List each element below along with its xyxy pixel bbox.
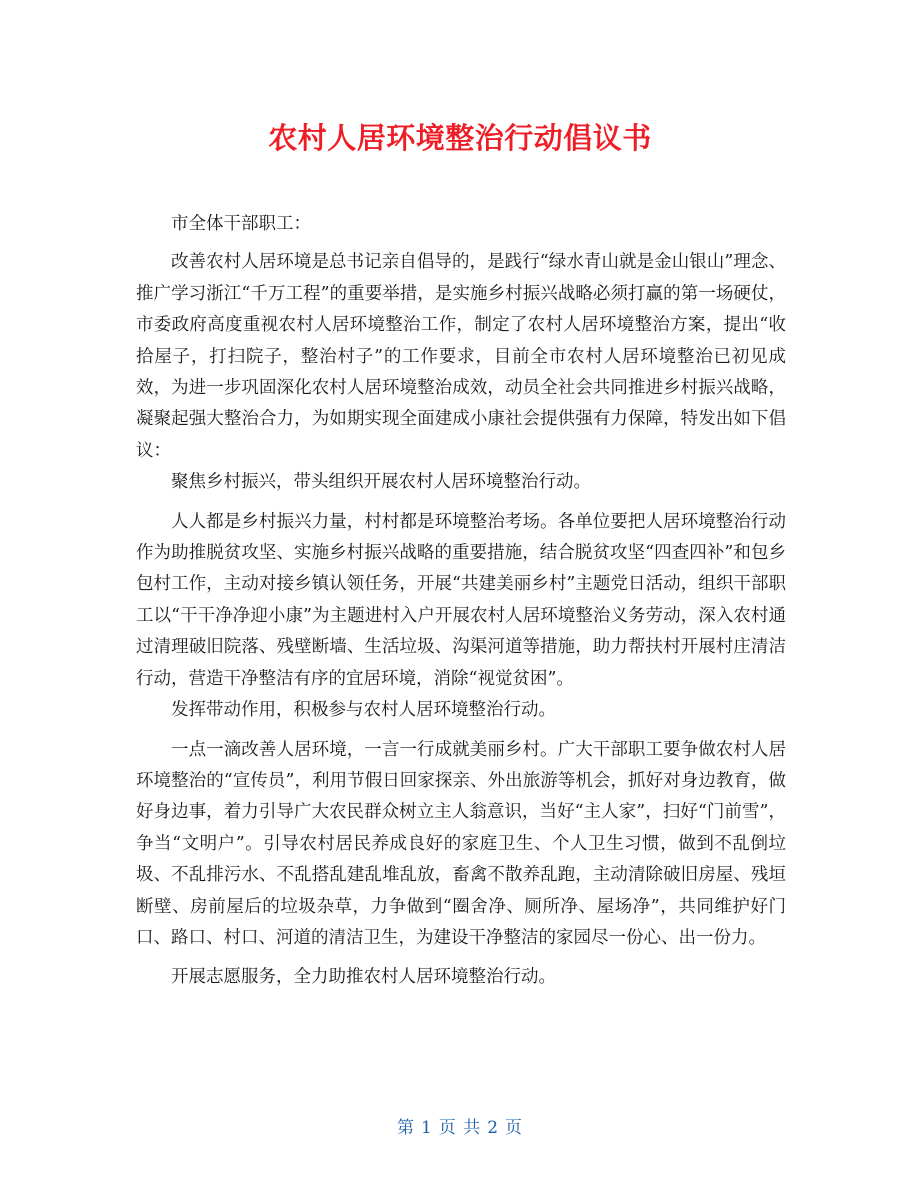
heading-three: 开展志愿服务，全力助推农村人居环境整治行动。 [171, 967, 556, 988]
heading-two: 发挥带动作用，积极参与农村人居环境整治行动。 [171, 700, 556, 721]
paragraph-two: 一点一滴改善人居环境，一言一行成就美丽乡村。广大干部职工要争做农村人居环境整治的“宣传员”，利用节假日回家探亲、外出旅游等机会，抓好对身边教育，做好身边事，着力引导广大农民群众树立主人翁意识，当好“主人家”，扫好“门前雪”，争当“文明户”。引导农村居民养成良好的家庭卫生、个人卫生习惯，做到不乱倒垃圾、不乱排污水、不乱搭乱建乱堆乱放，畜禽不散养乱跑，主动清除破旧房屋、残垣断壁、房前屋后的垃圾杂草，力争做到“圈舍净、厕所净、屋场净”，共同维护好门口、路口、村口、河道的清洁卫生，为建设干净整洁的家园尽一份心、出一份力。 [136, 739, 786, 948]
footer-current-page: 1 [420, 1118, 433, 1138]
document-body [136, 209, 786, 994]
footer-label-of: 页 共 [438, 1118, 482, 1138]
document-title: 农村人居环境整治行动倡议书 [268, 121, 652, 155]
footer-label-page: 第 [396, 1118, 415, 1138]
page-footer [0, 1113, 920, 1138]
footer-label-end: 页 [505, 1118, 524, 1138]
footer-total-pages: 2 [487, 1118, 500, 1138]
paragraph-intro: 改善农村人居环境是总书记亲自倡导的，是践行“绿水青山就是金山银山”理念、推广学习浙江“千万工程”的重要举措，是实施乡村振兴战略必须打赢的第一场硬仗，市委政府高度重视农村人居环境整治工作，制定了农村人居环境整治方案，提出“收拾屋子，打扫院子，整治村子”的工作要求，目前全市农村人居环境整治已初见成效，为进一步巩固深化农村人居环境整治成效，动员全社会共同推进乡村振兴战略，凝聚起强大整治合力，为如期实现全面建成小康社会提供强有力保障，特发出如下倡议： [136, 252, 786, 461]
salutation: 市全体干部职工： [171, 214, 311, 234]
paragraph-one: 人人都是乡村振兴力量，村村都是环境整治考场。各单位要把人居环境整治行动作为助推脱贫攻坚、实施乡村振兴战略的重要措施，结合脱贫攻坚“四查四补”和包乡包村工作，主动对接乡镇认领任务，开展“共建美丽乡村”主题党日活动，组织干部职工以“干干净净迎小康”为主题进村入户开展农村人居环境整治义务劳动，深入农村通过清理破旧院落、残壁断墙、生活垃圾、沟渠河道等措施，助力帮扶村开展村庄清洁行动，营造干净整洁有序的宜居环境，消除“视觉贫困”。 [136, 511, 786, 689]
heading-one: 聚焦乡村振兴，带头组织开展农村人居环境整治行动。 [171, 472, 591, 493]
